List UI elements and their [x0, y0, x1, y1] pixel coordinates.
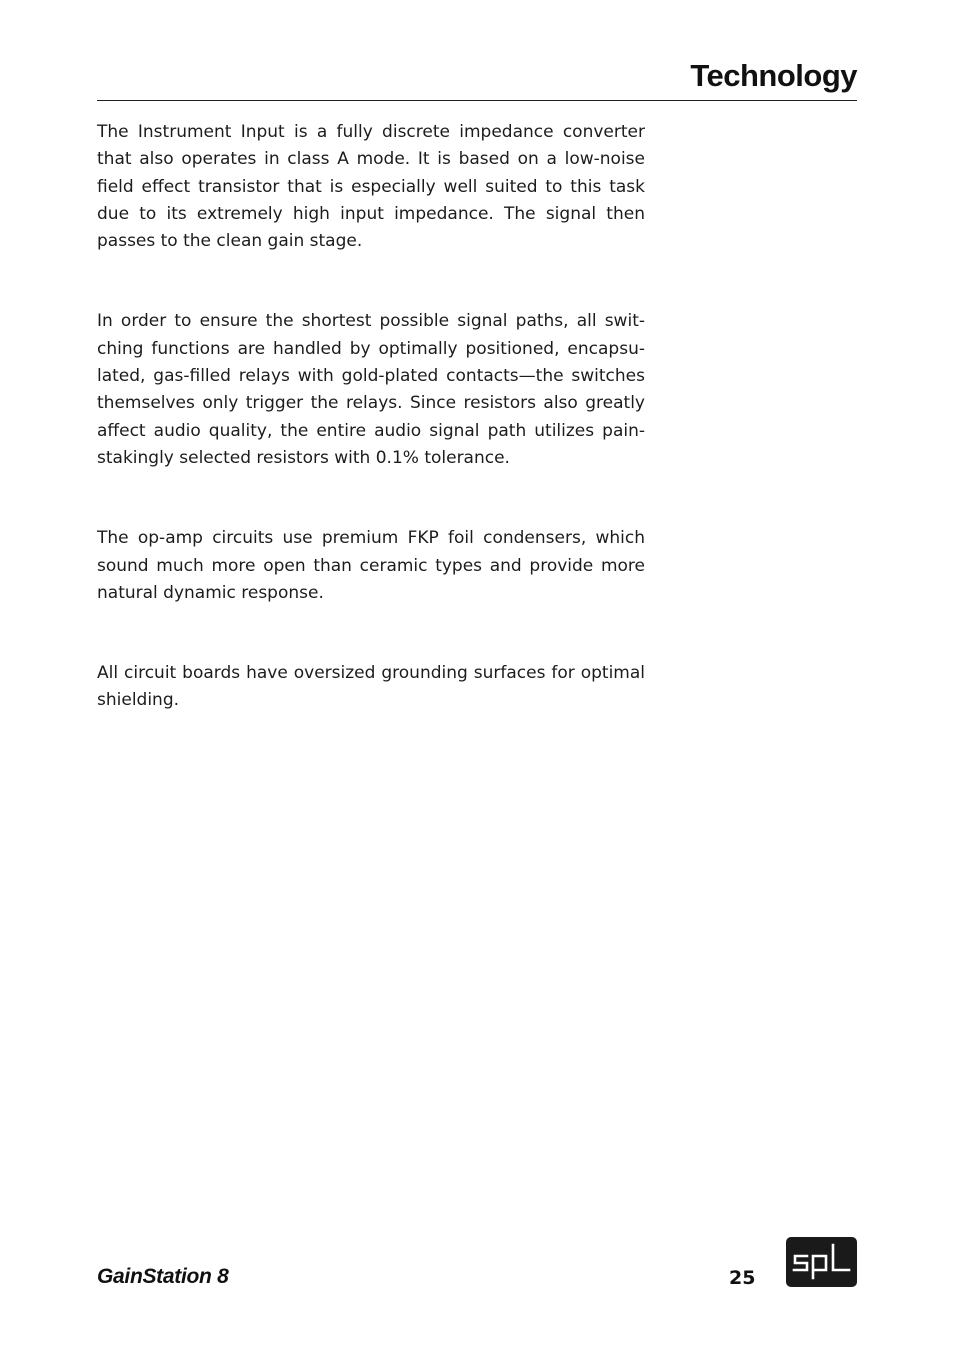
- title-divider: [97, 100, 857, 101]
- paragraph-instrument-input: The Instrument Input is a fully discrete impedance converter that also operates in class A mode. It is based on a low-noise field effect transistor that is especially well suited to this task due to its extremely high input impedance. The signal then passes to the clean gain stage.: [97, 122, 645, 252]
- spl-logo: [786, 1237, 857, 1287]
- page-number: 25: [729, 1267, 756, 1289]
- page-title: Technology: [690, 58, 857, 93]
- paragraph-op-amp: The op-amp circuits use premium FKP foil condensers, which sound much more open than ceramic types and provide more natural dynamic response.: [97, 528, 645, 603]
- footer-product-name: GainStation 8: [97, 1265, 229, 1288]
- body-text: [97, 119, 645, 715]
- paragraph-circuit-boards: All circuit boards have oversized grounding surfaces for optimal shielding.: [97, 663, 645, 711]
- paragraph-relays: In order to ensure the shortest possible signal paths, all switching functions are handled by optimally positioned, encapsulated, gas-filled relays with gold-plated contacts—the switches themselves only trigger the relays. Since resistors also greatly affect audio quality, the entire audio signal path utilizes painstakingly selected resistors with 0.1% tolerance.: [97, 311, 645, 468]
